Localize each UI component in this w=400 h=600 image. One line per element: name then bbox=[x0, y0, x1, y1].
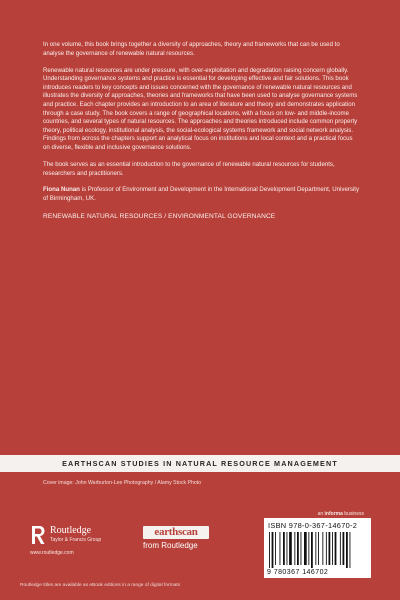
routledge-subtitle: Taylor & Francis Group bbox=[50, 537, 102, 543]
barcode-bar bbox=[326, 532, 327, 565]
barcode-bar bbox=[272, 532, 274, 568]
author-bio bbox=[43, 186, 361, 203]
cover-image-credit: Cover image: John Warburton-Lee Photography / Alamy Stock Photo bbox=[43, 480, 202, 486]
author-bio-text: is Professor of Environment and Development in the International Development Department, University of Birmingham, UK. bbox=[43, 186, 360, 203]
routledge-logo bbox=[30, 524, 145, 558]
barcode-bar bbox=[308, 532, 309, 565]
barcode-bar bbox=[280, 532, 281, 565]
ebook-availability-note: Routledge titles are available as eBook editions in a range of digital formats bbox=[20, 583, 180, 588]
barcode-bar bbox=[322, 532, 323, 565]
barcode-bar bbox=[315, 532, 316, 565]
barcode-bar bbox=[343, 532, 345, 565]
informa-brand: informa bbox=[324, 511, 343, 517]
barcode-bar bbox=[297, 532, 299, 565]
routledge-r-icon bbox=[30, 524, 46, 546]
closing-paragraph: The book serves as an essential introduction to the governance of renewable natural resources for students, researchers and practitioners. bbox=[43, 160, 335, 177]
back-cover-blurb bbox=[43, 41, 361, 230]
routledge-url: www.routledge.com bbox=[30, 550, 74, 556]
barcode-digits: 9 780367 146702 bbox=[267, 569, 329, 576]
subject-categories: RENEWABLE NATURAL RESOURCES / ENVIRONMENTAL GOVERNANCE bbox=[43, 212, 276, 220]
barcode-bar bbox=[311, 532, 313, 568]
author-name: Fiona Nunan bbox=[43, 186, 80, 194]
barcode-bar bbox=[283, 532, 285, 565]
isbn-barcode bbox=[264, 518, 371, 578]
earthscan-from-routledge: from Routledge bbox=[143, 541, 198, 550]
barcode-icon bbox=[267, 532, 368, 568]
barcode-bar bbox=[346, 532, 348, 568]
barcode-bar bbox=[269, 532, 270, 568]
informa-suffix: business bbox=[342, 511, 364, 517]
earthscan-wordmark: earthscan bbox=[143, 526, 209, 539]
routledge-wordmark: Routledge bbox=[50, 525, 92, 536]
series-title-band: EARTHSCAN STUDIES IN NATURAL RESOURCE MANAGEMENT bbox=[0, 455, 400, 472]
barcode-bar bbox=[350, 532, 351, 568]
barcode-bar bbox=[329, 532, 331, 565]
description-paragraph: Renewable natural resources are under pressure, with over-exploitation and degradation raising concern globally. Understanding governance systems and practice is essential for developing effective and fair solutions. This book introduces readers to key concepts and issues concerned with the governance of renewable natural resources and illustrates the diversity of approaches, theories and frameworks that have been used to analyse governance systems and practice. Each chapter provides an introduction to an area of literature and theory and demonstrates application through a case study. The book covers a range of geographical locations, with a focus on low- and middle-income countries, and several types of natural resources. The approaches and theories introduced include common property theory, political ecology, institutional analysis, the social-ecological systems framework and social network analysis. Findings from across the chapters support an analytical focus on institutions and local context and a practical focus on diverse, flexible and inclusive governance solutions. bbox=[43, 66, 358, 151]
informa-prefix: an bbox=[317, 511, 325, 517]
barcode-bar bbox=[335, 532, 337, 565]
barcode-bar bbox=[275, 532, 276, 565]
intro-paragraph: In one volume, this book brings together a diversity of approaches, theory and frameworks that can be used to analyse the governance of renewable natural resources. bbox=[43, 41, 340, 57]
barcode-bar bbox=[340, 532, 341, 565]
barcode-bar bbox=[301, 532, 302, 565]
barcode-bar bbox=[304, 532, 307, 565]
informa-business-tag bbox=[318, 511, 364, 517]
barcode-bar bbox=[287, 532, 288, 565]
barcode-bar bbox=[318, 532, 319, 565]
barcode-bar bbox=[289, 532, 292, 565]
earthscan-logo bbox=[143, 526, 223, 558]
barcode-bar bbox=[332, 532, 333, 565]
isbn-number: ISBN 978-0-367-14670-2 bbox=[268, 521, 358, 530]
barcode-bar bbox=[294, 532, 295, 565]
